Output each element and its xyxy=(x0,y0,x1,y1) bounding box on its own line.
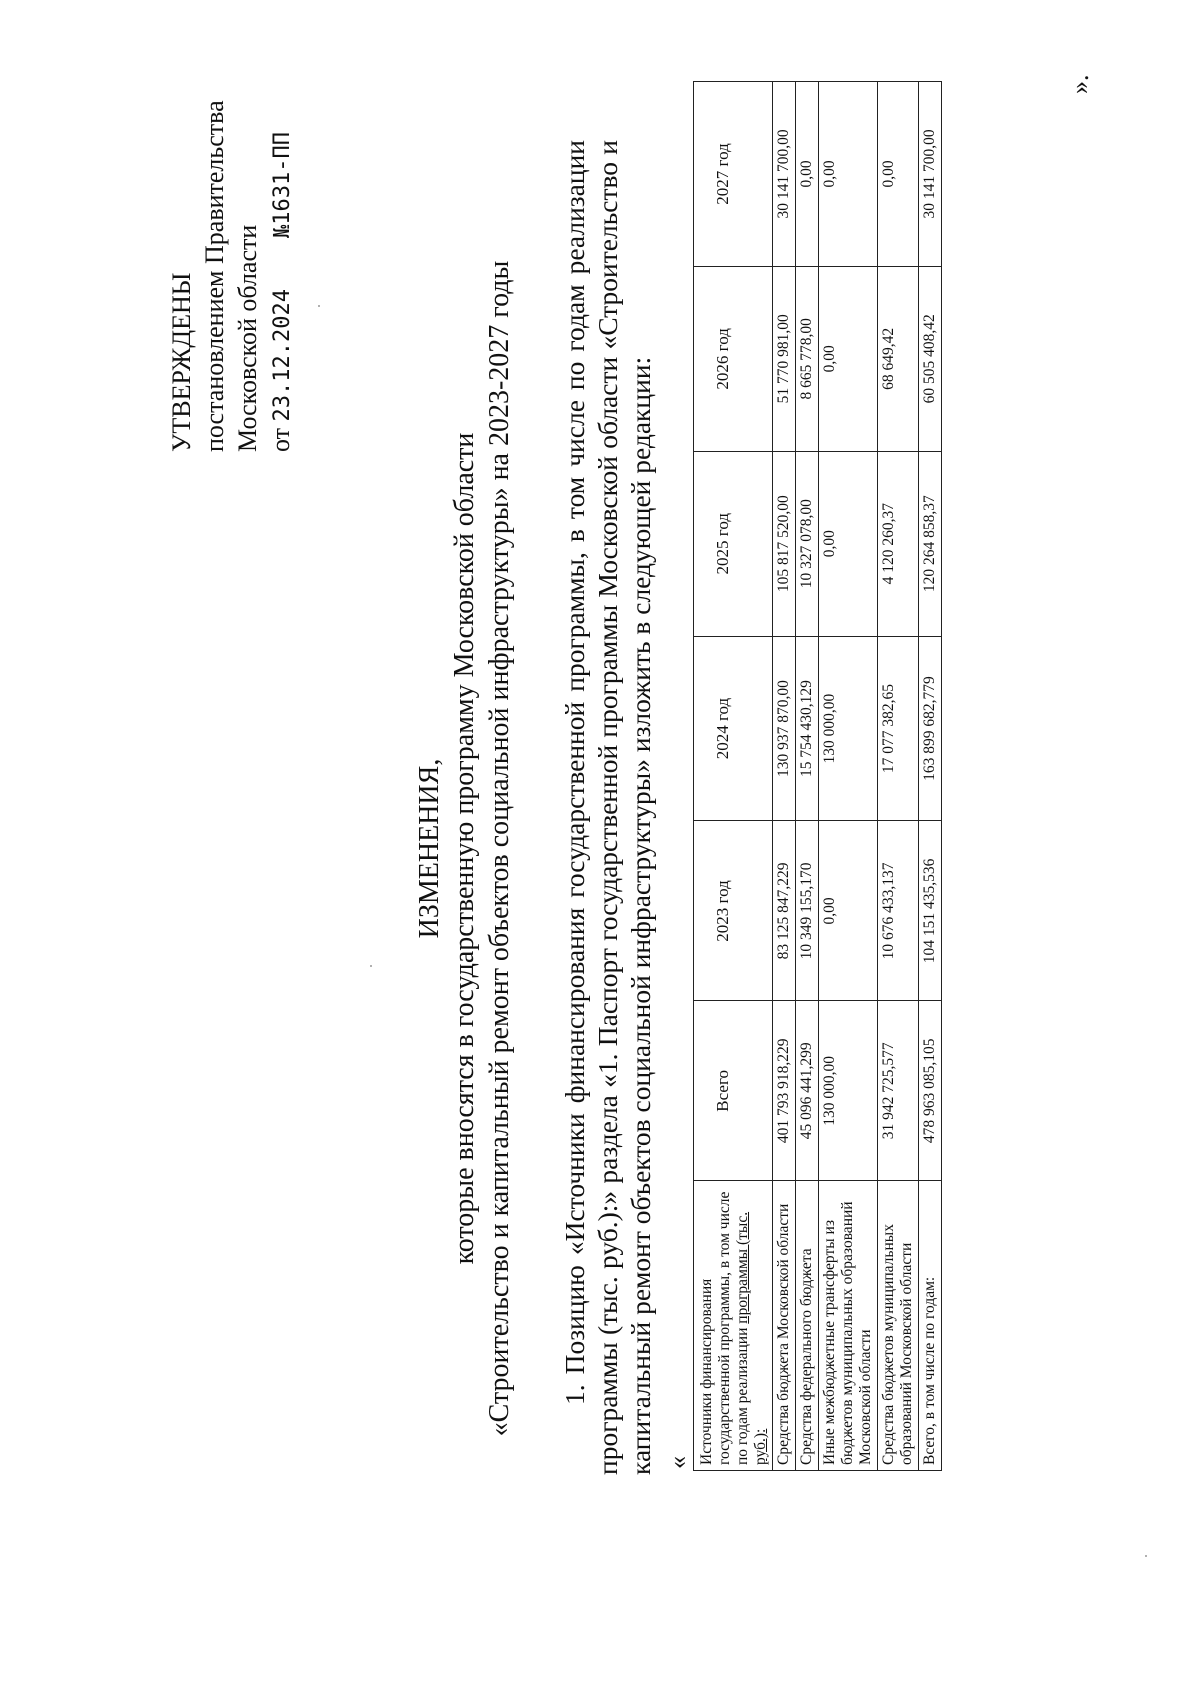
title-heading: ИЗМЕНЕНИЯ, xyxy=(414,758,445,939)
amendment-paragraph: 1. Позицию «Источники финансирования государственной программы, в том числе по годам реализации программы (тыс. руб.):» раздела «1. Паспорт государственной программы Московской области «Строительство и капитальный ремонт объектов социальной инфраструктуры» изложить в следующей редакции: xyxy=(559,140,656,1475)
cell-value: 163 899 682,779 xyxy=(919,636,942,821)
row-label: Всего, в том числе по годам: xyxy=(919,1181,942,1471)
document-title xyxy=(412,0,517,1697)
table-row xyxy=(819,82,878,1471)
cell-value: 0,00 xyxy=(819,266,878,451)
table-row xyxy=(878,82,919,1471)
table-row-total xyxy=(919,82,942,1471)
header-2027: 2027 год xyxy=(694,82,773,267)
header-2025: 2025 год xyxy=(694,451,773,636)
approval-block xyxy=(165,100,299,452)
row-label: Средства бюджетов муниципальных образований Московской области xyxy=(878,1181,919,1471)
approval-line-decree: постановлением Правительства xyxy=(200,100,229,452)
title-line-3: «Строительство и капитальный ремонт объектов социальной инфраструктуры» на 2023-2027 годы xyxy=(484,260,515,1437)
header-2026: 2026 год xyxy=(694,266,773,451)
approval-date: 23.12.2024 xyxy=(270,289,295,422)
cell-value: 31 942 725,577 xyxy=(878,1001,919,1181)
row-label: Средства федерального бюджета xyxy=(796,1181,819,1471)
scan-speck xyxy=(370,965,372,967)
cell-value: 478 963 085,105 xyxy=(919,1001,942,1181)
title-line-2: которые вносятся в государственную программу Московской области xyxy=(449,432,480,1265)
row-label: Иные межбюджетные трансферты из бюджетов муниципальных образований Московской области xyxy=(819,1181,878,1471)
approval-line-region: Московской области xyxy=(233,224,262,452)
cell-value: 10 349 155,170 xyxy=(796,821,819,1001)
approval-heading: УТВЕРЖДЕНЫ xyxy=(167,272,196,452)
cell-value: 45 096 441,299 xyxy=(796,1001,819,1181)
cell-value: 68 649,42 xyxy=(878,266,919,451)
cell-value: 15 754 430,129 xyxy=(796,636,819,821)
cell-value: 0,00 xyxy=(819,451,878,636)
cell-value: 130 000,00 xyxy=(819,636,878,821)
cell-value: 83 125 847,229 xyxy=(773,821,796,1001)
approval-number: №1631-ПП xyxy=(270,132,295,239)
cell-value: 17 077 382,65 xyxy=(878,636,919,821)
cell-value: 10 676 433,137 xyxy=(878,821,919,1001)
cell-value: 0,00 xyxy=(796,82,819,267)
cell-value: 0,00 xyxy=(819,82,878,267)
cell-value: 130 000,00 xyxy=(819,1001,878,1181)
cell-value: 401 793 918,229 xyxy=(773,1001,796,1181)
header-source: Источники финансирования государственной программы, в том числе по годам реализации программы (тыс. руб.): xyxy=(694,1181,773,1471)
header-2023: 2023 год xyxy=(694,821,773,1001)
row-label: Средства бюджета Московской области xyxy=(773,1181,796,1471)
header-2024: 2024 год xyxy=(694,636,773,821)
cell-value: 60 505 408,42 xyxy=(919,266,942,451)
table-row xyxy=(773,82,796,1471)
financing-table xyxy=(693,81,942,1471)
scan-speck xyxy=(1145,1555,1147,1557)
cell-value: 130 937 870,00 xyxy=(773,636,796,821)
cell-value: 0,00 xyxy=(878,82,919,267)
approval-date-prefix: от xyxy=(266,427,295,452)
approval-date-line xyxy=(264,100,299,452)
cell-value: 8 665 778,00 xyxy=(796,266,819,451)
cell-value: 10 327 078,00 xyxy=(796,451,819,636)
cell-value: 105 817 520,00 xyxy=(773,451,796,636)
cell-value: 4 120 260,37 xyxy=(878,451,919,636)
close-quote: ». xyxy=(1065,74,1094,94)
cell-value: 120 264 858,37 xyxy=(919,451,942,636)
open-quote: « xyxy=(663,1456,692,1469)
cell-value: 0,00 xyxy=(819,821,878,1001)
cell-value: 30 141 700,00 xyxy=(773,82,796,267)
cell-value: 30 141 700,00 xyxy=(919,82,942,267)
scan-speck xyxy=(318,305,320,307)
table-row xyxy=(796,82,819,1471)
cell-value: 51 770 981,00 xyxy=(773,266,796,451)
cell-value: 104 151 435,536 xyxy=(919,821,942,1001)
table-header-row xyxy=(694,82,773,1471)
header-total: Всего xyxy=(694,1001,773,1181)
